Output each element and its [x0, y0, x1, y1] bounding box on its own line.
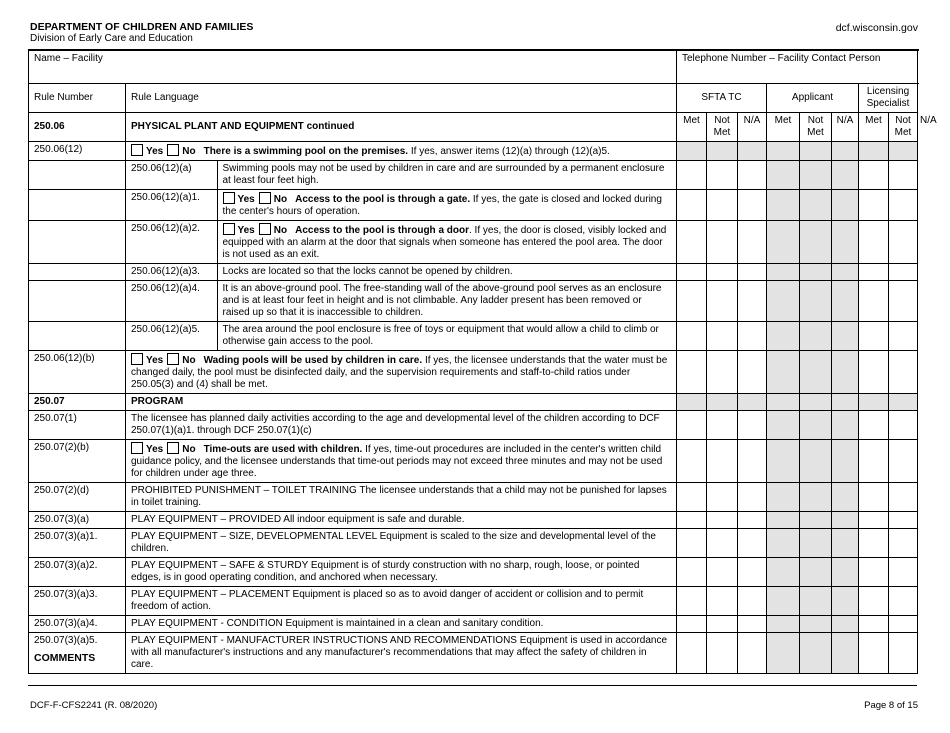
not-met-cell[interactable] [707, 189, 738, 220]
met-cell[interactable] [677, 410, 707, 439]
not-met-cell[interactable] [800, 528, 832, 557]
met-cell[interactable] [859, 220, 889, 263]
rule-number: 250.07(1) [29, 410, 126, 439]
na-cell[interactable] [832, 586, 859, 615]
met-cell[interactable] [677, 263, 707, 280]
section-number: 250.06 [29, 112, 126, 141]
not-met-cell[interactable] [800, 189, 832, 220]
met-cell[interactable] [767, 410, 800, 439]
na-cell[interactable] [832, 439, 859, 482]
met-cell[interactable] [859, 189, 889, 220]
na-cell[interactable] [738, 350, 767, 393]
na-cell[interactable] [832, 632, 859, 673]
not-met-cell[interactable] [800, 410, 832, 439]
met-cell[interactable] [677, 528, 707, 557]
sub-rule-language: The area around the pool enclosure is free of toys or equipment that would allow a child to climb or otherwise gain access to the pool. [222, 323, 659, 347]
department-name: DEPARTMENT OF CHILDREN AND FAMILIES [30, 21, 254, 33]
sfta-header: SFTA TC [677, 83, 767, 112]
met-cell[interactable] [677, 557, 707, 586]
not-met-cell[interactable] [707, 632, 738, 673]
not-met-cell[interactable] [889, 632, 918, 673]
not-met-cell[interactable] [800, 439, 832, 482]
not-met-cell[interactable] [800, 263, 832, 280]
met-cell[interactable] [677, 632, 707, 673]
met-cell[interactable] [767, 557, 800, 586]
not-met-cell[interactable] [800, 557, 832, 586]
checklist-table [28, 49, 937, 674]
rule-language: PLAY EQUIPMENT – PROVIDED All indoor equipment is safe and durable. [126, 511, 677, 528]
na-cell[interactable] [738, 321, 767, 350]
not-met-cell[interactable] [800, 615, 832, 632]
rule-language: Yes No Wading pools will be used by children in care. If yes, the licensee understands that the water must be changed daily, the pool must be disinfected daily, and the supervision requirements and staff-to-child ratios under 250.05(3) and (4) shall be met. [126, 350, 677, 393]
na-cell[interactable] [832, 160, 859, 189]
met-cell[interactable] [859, 263, 889, 280]
sub-rule-number: 250.06(12)(a)5. [126, 322, 217, 350]
not-met-cell[interactable] [889, 189, 918, 220]
not-met-cell[interactable] [707, 482, 738, 511]
section-title: PHYSICAL PLANT AND EQUIPMENT continued [126, 112, 677, 141]
sub-rule-language: Locks are located so that the locks cannot be opened by children. [222, 265, 513, 277]
na-cell[interactable] [832, 528, 859, 557]
met-cell[interactable] [859, 160, 889, 189]
not-met-cell[interactable] [889, 557, 918, 586]
rule-number: 250.07(3)(a)5. [29, 632, 126, 673]
met-cell[interactable] [767, 439, 800, 482]
na-cell[interactable] [738, 220, 767, 263]
na-cell[interactable] [738, 586, 767, 615]
rule-language: PLAY EQUIPMENT – SAFE & STURDY Equipment is of sturdy construction with no sharp, rough, loose, or pointed edges, is in good operating condition, and anchored when necessary. [126, 557, 677, 586]
licensing-header: Licensing Specialist [859, 83, 918, 112]
rule-number: 250.07(3)(a)2. [29, 557, 126, 586]
met-cell[interactable] [677, 350, 707, 393]
rule-number: 250.07(3)(a)3. [29, 586, 126, 615]
page-number: Page 8 of 15 [864, 700, 918, 711]
na-cell[interactable] [832, 189, 859, 220]
rule-number-header: Rule Number [29, 83, 126, 112]
comments-line[interactable] [28, 685, 917, 686]
sub-rule-language: Yes No Access to the pool is through a gate. If yes, the gate is closed and locked during the center's hours of operation. [222, 193, 662, 217]
not-met-cell[interactable] [889, 263, 918, 280]
sub-rule-number: 250.06(12)(a)4. [126, 281, 217, 321]
yes-checkbox[interactable] [223, 192, 235, 204]
rule-number: 250.07(3)(a) [29, 511, 126, 528]
not-met-header: Not Met [707, 112, 738, 141]
not-met-cell[interactable] [889, 410, 918, 439]
met-cell[interactable] [767, 615, 800, 632]
not-met-cell[interactable] [800, 350, 832, 393]
met-cell[interactable] [767, 189, 800, 220]
rule-language: Yes No There is a swimming pool on the premises. If yes, answer items (12)(a) through (12)(a)5. [126, 141, 677, 160]
met-cell[interactable] [677, 189, 707, 220]
not-met-cell[interactable] [707, 586, 738, 615]
met-header: Met [859, 112, 889, 141]
na-header: N/A [738, 112, 767, 141]
na-cell[interactable] [738, 189, 767, 220]
yes-checkbox[interactable] [131, 442, 143, 454]
not-met-cell[interactable] [889, 220, 918, 263]
rule-language: Yes No Time-outs are used with children. If yes, time-out procedures are included in the center's written child guidance policy, and the licensee understands that time-out periods may not exceed three minutes and may not be used for children under age three. [126, 439, 677, 482]
not-met-cell[interactable] [889, 586, 918, 615]
met-cell[interactable] [677, 511, 707, 528]
na-cell[interactable] [832, 280, 859, 321]
rule-language: PLAY EQUIPMENT - MANUFACTURER INSTRUCTIONS AND RECOMMENDATIONS Equipment is used in accordance with all manufacturer's instructions and any manufacturer's recommendations that may affect the safety of children in care. [126, 632, 677, 673]
met-cell[interactable] [677, 439, 707, 482]
met-cell[interactable] [859, 632, 889, 673]
sub-rule-language: Swimming pools may not be used by children in care and are surrounded by a permanent enclosure at least four feet high. [222, 162, 665, 186]
sub-rule-language: Yes No Access to the pool is through a door. If yes, the door is closed, visibly locked and equipped with an alarm at the door that signals when someone has entered the pool area. The door is not used as an exit. [222, 224, 667, 260]
division-name: Division of Early Care and Education [30, 33, 193, 44]
na-cell[interactable] [832, 511, 859, 528]
not-met-cell[interactable] [800, 632, 832, 673]
name-facility-label: Name – Facility [34, 53, 103, 64]
met-cell[interactable] [677, 220, 707, 263]
sub-rule-language: It is an above-ground pool. The free-standing wall of the above-ground pool serves as an enclosure and is at least four feet in height and is not climbable. Any ladder present has been removed or raised up so that it is inaccessible to children. [222, 282, 662, 318]
section-number: 250.07 [29, 393, 126, 410]
sub-rule-number: 250.06(12)(a) [126, 161, 217, 189]
met-cell[interactable] [767, 350, 800, 393]
not-met-cell[interactable] [889, 528, 918, 557]
met-cell[interactable] [859, 482, 889, 511]
no-checkbox[interactable] [167, 144, 179, 156]
na-cell[interactable] [738, 280, 767, 321]
met-cell[interactable] [859, 511, 889, 528]
not-met-cell[interactable] [889, 160, 918, 189]
met-cell[interactable] [767, 280, 800, 321]
sub-rule-number: 250.06(12)(a)3. [126, 264, 217, 280]
rule-language: PLAY EQUIPMENT – SIZE, DEVELOPMENTAL LEVEL Equipment is scaled to the size and developmental level of the children. [126, 528, 677, 557]
met-cell[interactable] [767, 586, 800, 615]
na-cell[interactable] [738, 160, 767, 189]
no-checkbox[interactable] [259, 192, 271, 204]
na-cell[interactable] [738, 410, 767, 439]
not-met-cell[interactable] [800, 482, 832, 511]
sub-rule-number: 250.06(12)(a)2. [126, 221, 217, 263]
rule-number: 250.07(3)(a)1. [29, 528, 126, 557]
website-url[interactable]: dcf.wisconsin.gov [835, 22, 918, 34]
met-cell[interactable] [677, 586, 707, 615]
not-met-cell[interactable] [889, 321, 918, 350]
rule-number: 250.06(12) [29, 141, 126, 160]
na-cell[interactable] [738, 439, 767, 482]
met-cell[interactable] [859, 350, 889, 393]
yes-checkbox[interactable] [131, 353, 143, 365]
na-cell[interactable] [832, 482, 859, 511]
met-cell[interactable] [767, 482, 800, 511]
met-cell[interactable] [767, 160, 800, 189]
rule-language: PLAY EQUIPMENT - CONDITION Equipment is maintained in a clean and sanitary condition. [126, 615, 677, 632]
rule-number: 250.07(2)(b) [29, 439, 126, 482]
not-met-cell[interactable] [707, 511, 738, 528]
yes-checkbox[interactable] [131, 144, 143, 156]
not-met-cell[interactable] [707, 350, 738, 393]
not-met-cell[interactable] [707, 615, 738, 632]
form-number: DCF-F-CFS2241 (R. 08/2020) [30, 700, 158, 711]
not-met-cell[interactable] [889, 511, 918, 528]
met-cell[interactable] [767, 511, 800, 528]
na-cell[interactable] [832, 557, 859, 586]
section-title: PROGRAM [126, 393, 677, 410]
rule-language-header: Rule Language [126, 83, 677, 112]
met-header: Met [677, 112, 707, 141]
not-met-cell[interactable] [800, 220, 832, 263]
na-cell[interactable] [738, 528, 767, 557]
not-met-cell[interactable] [707, 321, 738, 350]
no-checkbox[interactable] [167, 442, 179, 454]
not-met-cell[interactable] [889, 482, 918, 511]
rule-number: 250.07(2)(d) [29, 482, 126, 511]
met-cell[interactable] [677, 321, 707, 350]
na-cell[interactable] [738, 511, 767, 528]
met-cell[interactable] [859, 557, 889, 586]
met-header: Met [767, 112, 800, 141]
not-met-cell[interactable] [889, 350, 918, 393]
not-met-cell[interactable] [800, 160, 832, 189]
not-met-cell[interactable] [707, 410, 738, 439]
na-cell[interactable] [832, 615, 859, 632]
not-met-cell[interactable] [800, 321, 832, 350]
rule-language: PLAY EQUIPMENT – PLACEMENT Equipment is placed so as to avoid danger of accident or collision and to permit freedom of action. [126, 586, 677, 615]
not-met-cell[interactable] [889, 615, 918, 632]
rule-number: 250.07(3)(a)4. [29, 615, 126, 632]
met-cell[interactable] [767, 632, 800, 673]
met-cell[interactable] [767, 321, 800, 350]
met-cell[interactable] [677, 160, 707, 189]
met-cell[interactable] [859, 280, 889, 321]
not-met-header: Not Met [800, 112, 832, 141]
yes-checkbox[interactable] [223, 223, 235, 235]
no-checkbox[interactable] [167, 353, 179, 365]
not-met-cell[interactable] [707, 160, 738, 189]
not-met-cell[interactable] [800, 586, 832, 615]
met-cell[interactable] [859, 528, 889, 557]
telephone-field[interactable] [677, 50, 918, 83]
met-cell[interactable] [767, 263, 800, 280]
not-met-cell[interactable] [800, 511, 832, 528]
met-cell[interactable] [767, 528, 800, 557]
not-met-cell[interactable] [707, 280, 738, 321]
met-cell[interactable] [677, 280, 707, 321]
met-cell[interactable] [859, 615, 889, 632]
met-cell[interactable] [677, 615, 707, 632]
na-cell[interactable] [738, 615, 767, 632]
rule-language: The licensee has planned daily activities according to the age and developmental level of the children according to DCF 250.07(1)(a)1. through DCF 250.07(1)(c) [126, 410, 677, 439]
na-cell[interactable] [738, 263, 767, 280]
met-cell[interactable] [767, 220, 800, 263]
applicant-header: Applicant [767, 83, 859, 112]
not-met-cell[interactable] [707, 220, 738, 263]
comments-label: COMMENTS [34, 652, 96, 664]
not-met-cell[interactable] [707, 528, 738, 557]
na-cell[interactable] [832, 263, 859, 280]
na-cell[interactable] [832, 350, 859, 393]
na-cell[interactable] [738, 632, 767, 673]
telephone-label: Telephone Number – Facility Contact Person [682, 53, 881, 64]
na-header: N/A [832, 112, 859, 141]
not-met-cell[interactable] [707, 263, 738, 280]
met-cell[interactable] [859, 439, 889, 482]
met-cell[interactable] [859, 321, 889, 350]
na-cell[interactable] [832, 220, 859, 263]
rule-language: PROHIBITED PUNISHMENT – TOILET TRAINING The licensee understands that a child may not be punished for lapses in toilet training. [126, 482, 677, 511]
na-cell[interactable] [738, 557, 767, 586]
not-met-cell[interactable] [889, 280, 918, 321]
met-cell[interactable] [677, 482, 707, 511]
na-cell[interactable] [832, 321, 859, 350]
not-met-cell[interactable] [889, 439, 918, 482]
no-checkbox[interactable] [259, 223, 271, 235]
met-cell[interactable] [859, 586, 889, 615]
na-cell[interactable] [832, 410, 859, 439]
not-met-cell[interactable] [800, 280, 832, 321]
rule-number: 250.06(12)(b) [29, 350, 126, 393]
met-cell[interactable] [859, 410, 889, 439]
not-met-cell[interactable] [707, 439, 738, 482]
not-met-header: Not Met [889, 112, 918, 141]
not-met-cell[interactable] [707, 557, 738, 586]
sub-rule-number: 250.06(12)(a)1. [126, 190, 217, 220]
name-facility-field[interactable] [29, 50, 677, 83]
na-cell[interactable] [738, 482, 767, 511]
